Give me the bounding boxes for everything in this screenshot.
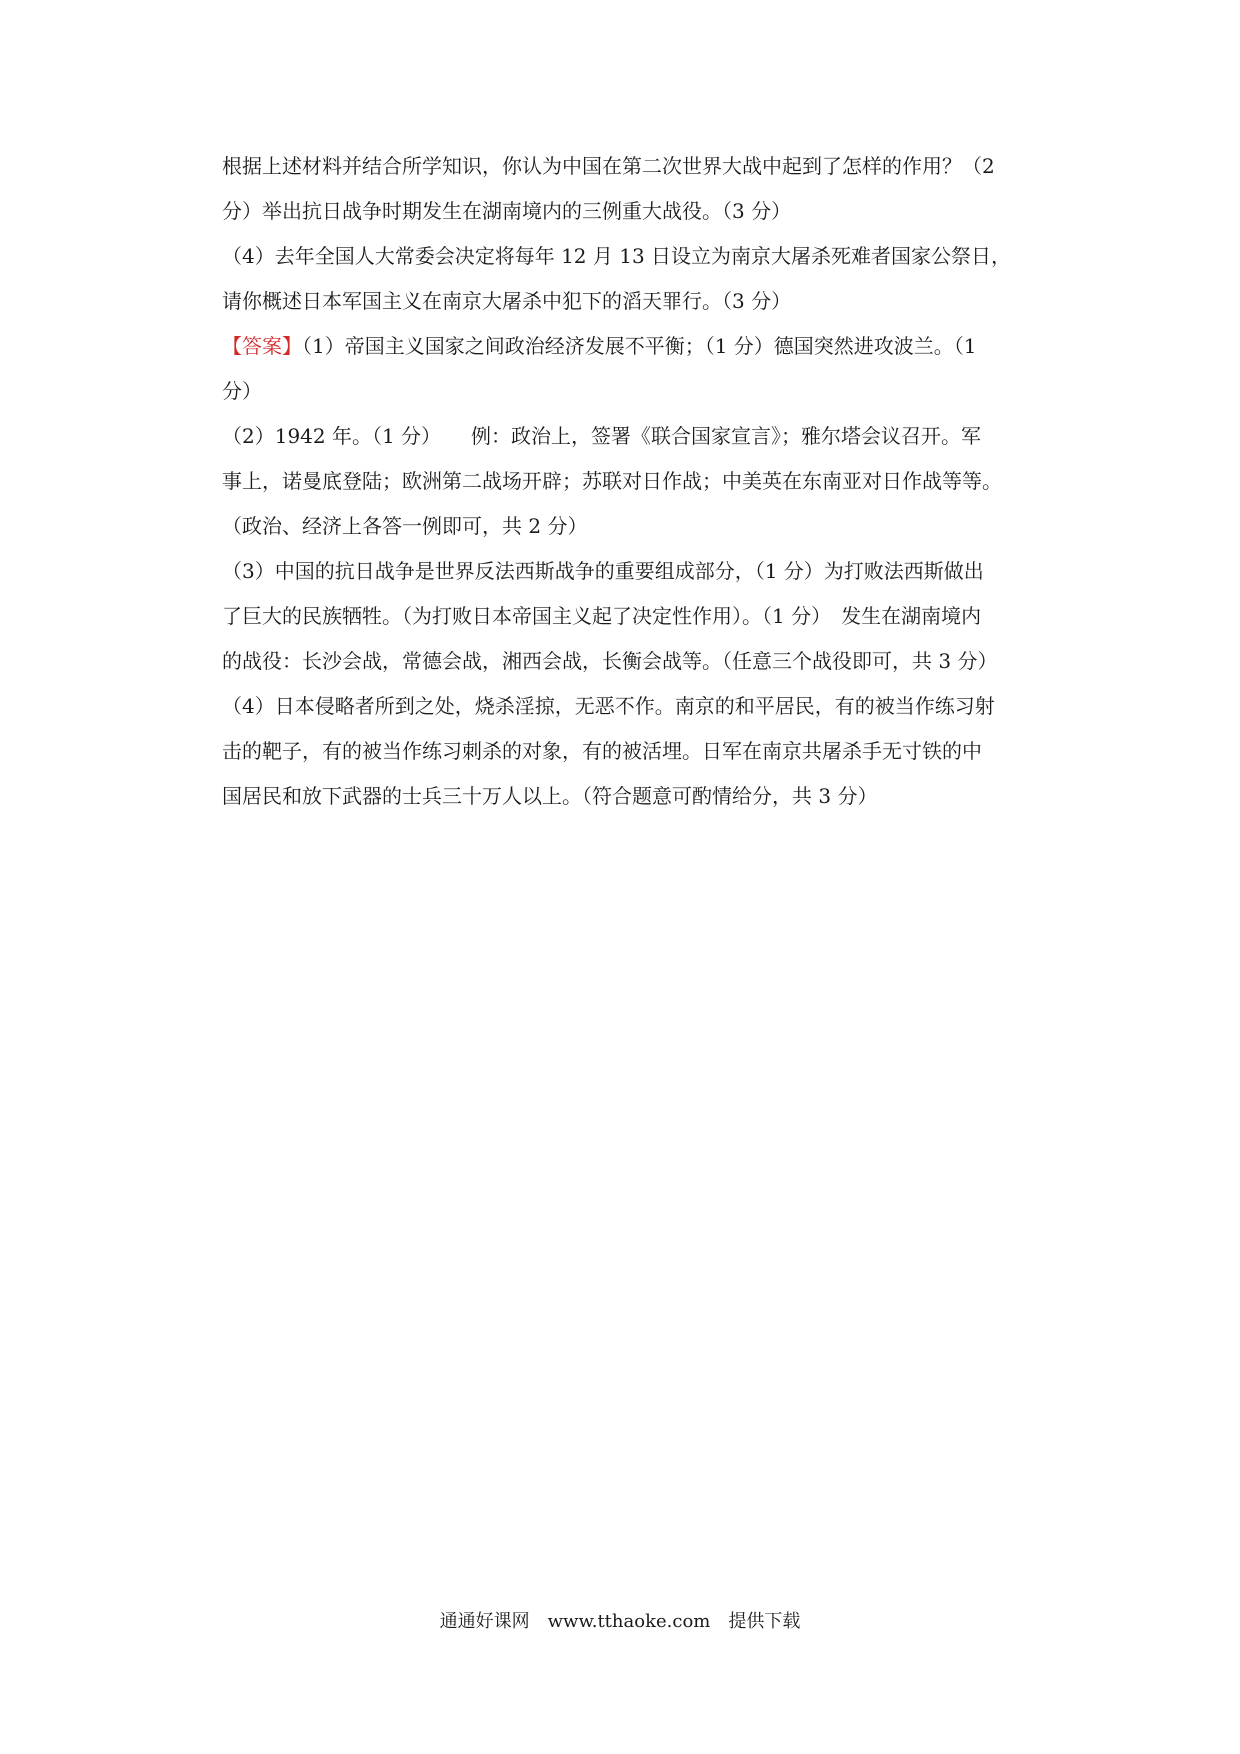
answer-line: （4）日本侵略者所到之处，烧杀淫掠，无恶不作。南京的和平居民，有的被当作练习射 — [222, 694, 995, 718]
answer-first-line — [222, 324, 1054, 369]
answer-line: （政治、经济上各答一例即可，共 2 分） — [222, 514, 588, 538]
answer-line: 事上，诺曼底登陆；欧洲第二战场开辟；苏联对日作战；中美英在东南亚对日作战等等。 — [222, 469, 1002, 493]
answer-line: （3）中国的抗日战争是世界反法西斯战争的重要组成部分，（1 分）为打败法西斯做出 — [222, 559, 984, 583]
document-body — [222, 144, 1054, 819]
answer-line: （2）1942 年。（1 分） 例：政治上，签署《联合国家宣言》；雅尔塔会议召开。军 — [222, 424, 982, 448]
page-footer: 通通好课网 www.tthaoke.com 提供下载 — [439, 1611, 801, 1632]
answer-line: 了巨大的民族牺牲。（为打败日本帝国主义起了决定性作用）。（1 分） 发生在湖南境内 — [222, 604, 982, 628]
answer-line: 分） — [222, 379, 262, 403]
answer-line: 国居民和放下武器的士兵三十万人以上。（符合题意可酌情给分，共 3 分） — [222, 784, 878, 808]
question-line: 请你概述日本军国主义在南京大屠杀中犯下的滔天罪行。（3 分） — [222, 289, 792, 313]
answer-line: 击的靶子，有的被当作练习刺杀的对象，有的被活埋。日军在南京共屠杀手无寸铁的中 — [222, 739, 982, 763]
question-line: （4）去年全国人大常委会决定将每年 12 月 13 日设立为南京大屠杀死难者国家公祭日， — [222, 244, 1012, 268]
question-line: 根据上述材料并结合所学知识，你认为中国在第二次世界大战中起到了怎样的作用？（2 — [222, 154, 995, 178]
answer-line: 的战役：长沙会战，常德会战，湘西会战，长衡会战等。（任意三个战役即可，共 3 分） — [222, 649, 998, 673]
answer-text: （1）帝国主义国家之间政治经济发展不平衡；（1 分）德国突然进攻波兰。（1 — [302, 334, 977, 358]
question-line: 分）举出抗日战争时期发生在湖南境内的三例重大战役。（3 分） — [222, 199, 792, 223]
answer-label: 【答案】 — [222, 334, 302, 358]
